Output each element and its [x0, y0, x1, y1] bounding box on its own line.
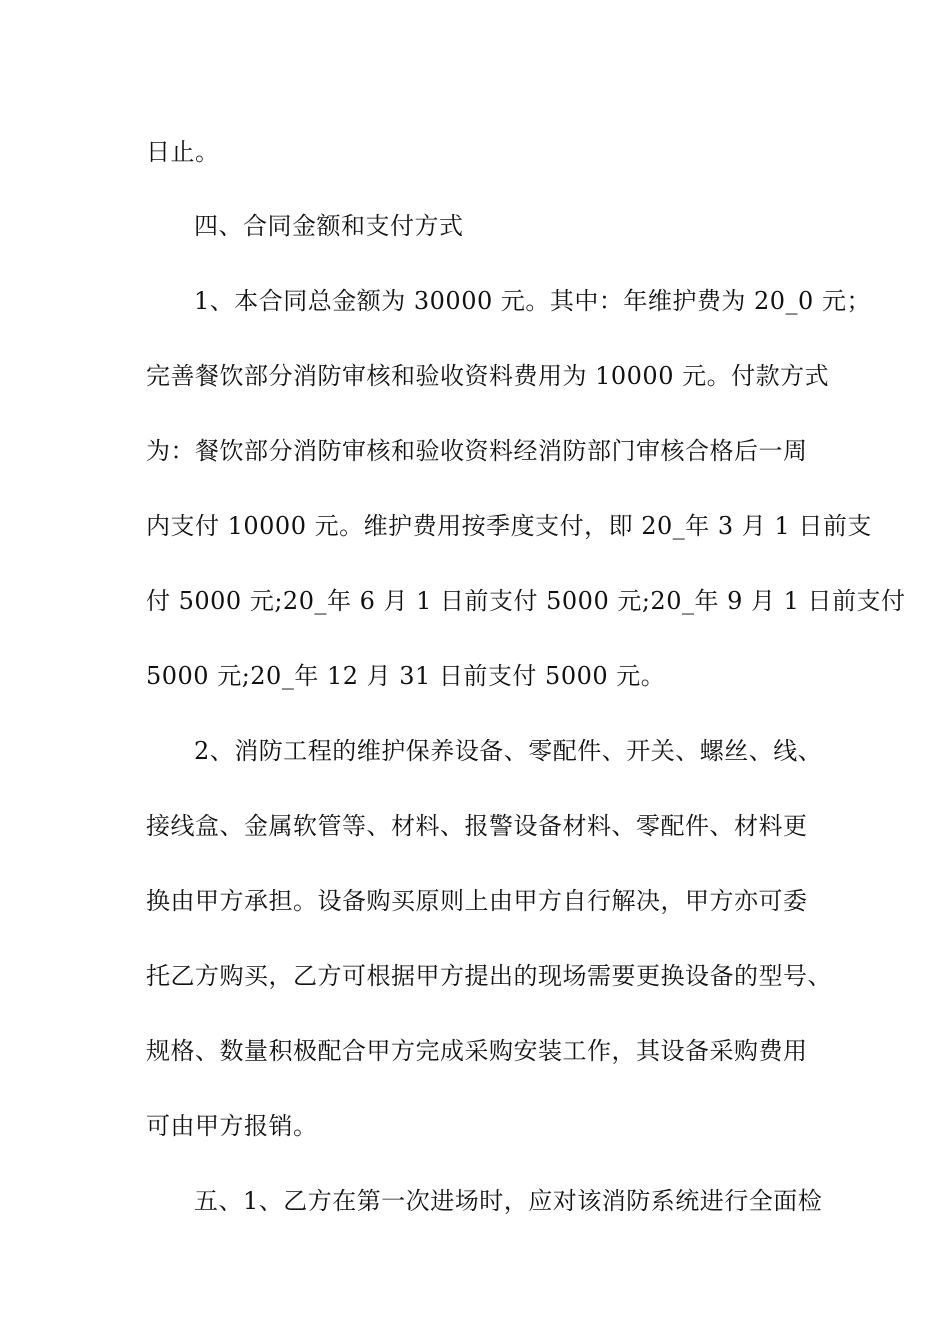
paragraph-2-line-5: 规格、数量积极配合甲方完成采购安装工作，其设备采购费用 — [146, 1037, 808, 1065]
section-heading-4: 四、合同金额和支付方式 — [194, 212, 464, 240]
paragraph-1-line-1: 1、本合同总金额为 30000 元。其中：年维护费为 20_0 元； — [194, 287, 871, 315]
paragraph-2-line-6: 可由甲方报销。 — [146, 1112, 318, 1140]
section-5-line-1: 五、1、乙方在第一次进场时，应对该消防系统进行全面检 — [194, 1187, 823, 1215]
paragraph-2-line-3: 换由甲方承担。设备购买原则上由甲方自行解决，甲方亦可委 — [146, 887, 808, 915]
paragraph-1-line-6: 5000 元;20_年 12 月 31 日前支付 5000 元。 — [146, 662, 666, 690]
paragraph-1-line-3: 为：餐饮部分消防审核和验收资料经消防部门审核合格后一周 — [146, 437, 808, 465]
paragraph-2-line-4: 托乙方购买，乙方可根据甲方提出的现场需要更换设备的型号、 — [146, 962, 832, 990]
paragraph-2-line-2: 接线盒、金属软管等、材料、报警设备材料、零配件、材料更 — [146, 812, 808, 840]
paragraph-2-line-1: 2、消防工程的维护保养设备、零配件、开关、螺丝、线、 — [194, 737, 823, 765]
paragraph-1-line-5: 付 5000 元;20_年 6 月 1 日前支付 5000 元;20_年 9 月 1 日前支付 — [146, 587, 906, 615]
paragraph-1-line-2: 完善餐饮部分消防审核和验收资料费用为 10000 元。付款方式 — [146, 362, 830, 390]
paragraph-1-line-4: 内支付 10000 元。维护费用按季度支付，即 20_年 3 月 1 日前支 — [146, 512, 872, 540]
text-line-1: 日止。 — [146, 138, 220, 166]
